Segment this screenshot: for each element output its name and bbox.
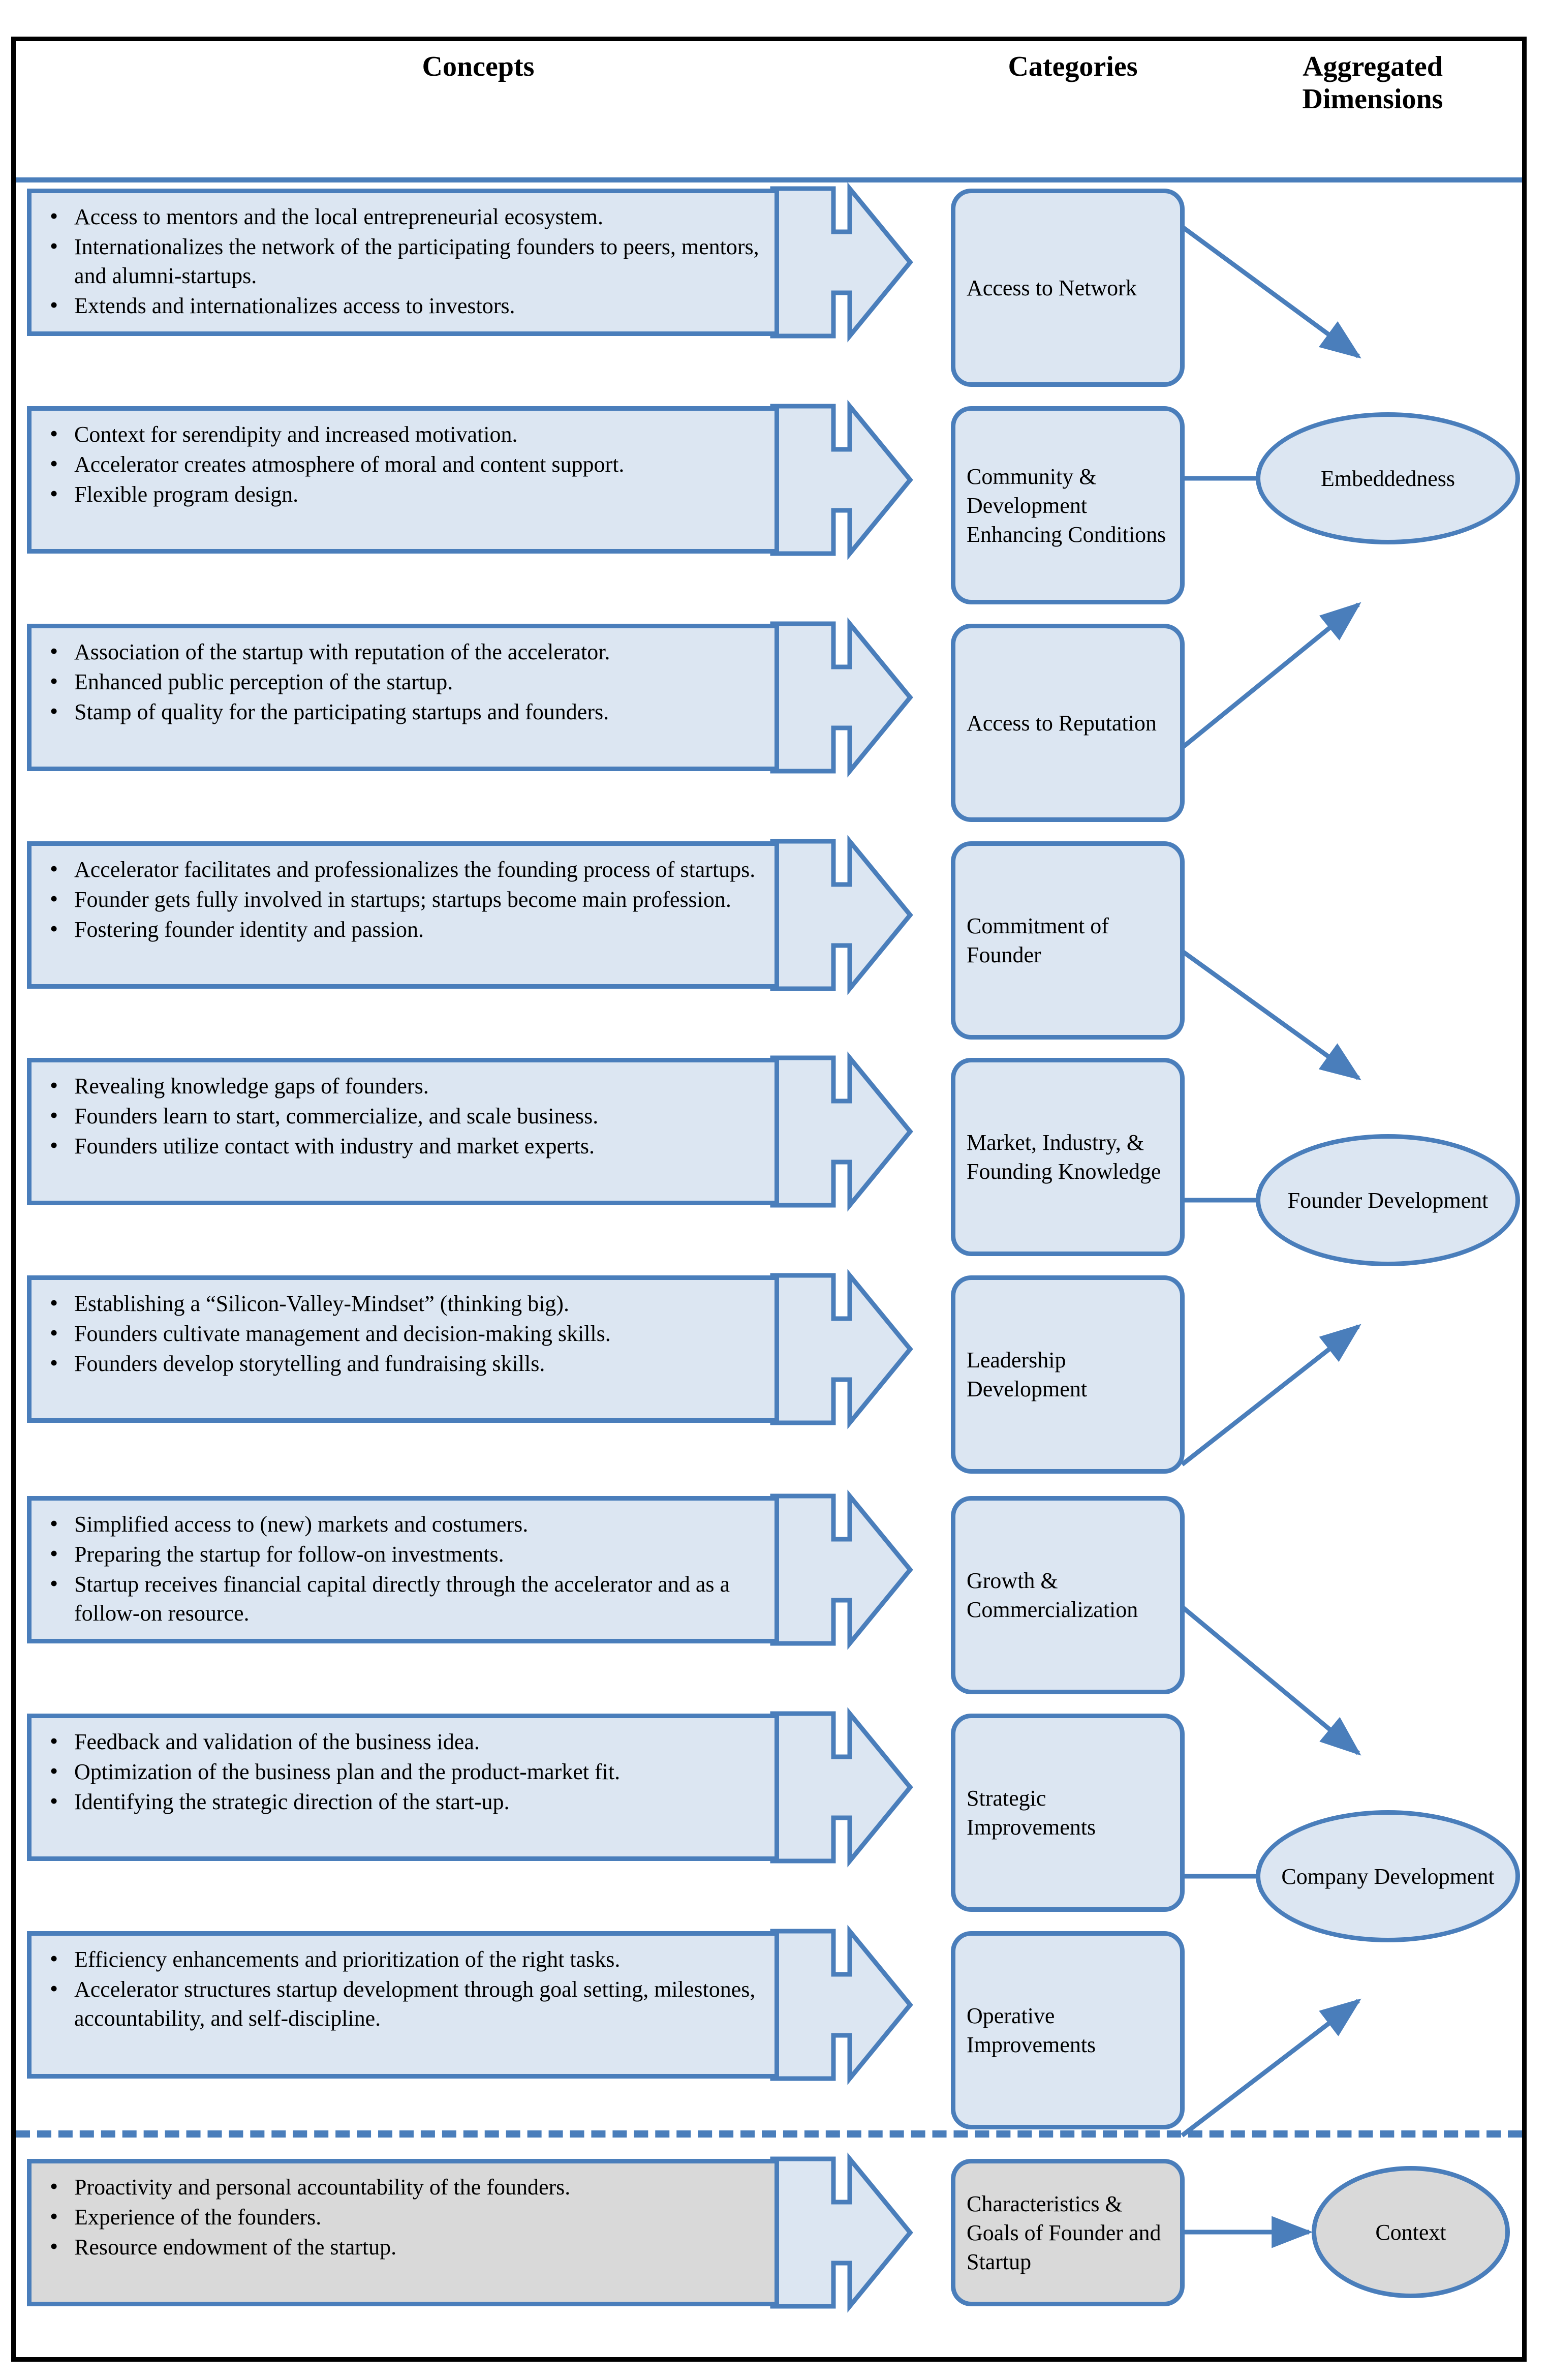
category-label: Operative Improvements [967, 2003, 1096, 2057]
dimension-ellipse-embeddedness [1256, 412, 1520, 544]
diagram-frame [11, 37, 1527, 2362]
concept-list [45, 1510, 761, 1628]
dimension-ellipse-founder-development [1256, 1134, 1520, 1266]
concept-item: • Experience of the founders. [45, 2203, 761, 2232]
concept-item: • Internationalizes the network of the participating founders to peers, mentors, and alumni-startups. [45, 232, 761, 290]
concept-list [45, 1289, 761, 1378]
concept-box-commitment-of-founder [27, 841, 779, 989]
concept-item: • Founders cultivate management and decision-making skills. [45, 1319, 761, 1348]
concept-box-market-industry-founding-knowledge [27, 1058, 779, 1205]
concept-item: • Founders develop storytelling and fundraising skills. [45, 1349, 761, 1378]
category-box-leadership-development [951, 1275, 1185, 1474]
concept-list [45, 1727, 761, 1816]
category-label: Access to Reputation [967, 710, 1157, 736]
concept-list [45, 420, 761, 509]
concept-item: • Establishing a “Silicon-Valley-Mindset” (thinking big). [45, 1289, 761, 1318]
category-box-growth-commercialization [951, 1496, 1185, 1694]
chevron-arrow-1 [772, 189, 910, 336]
concept-box-characteristics-goals-of-founder-and-startup [27, 2159, 779, 2306]
concept-item: • Simplified access to (new) markets and costumers. [45, 1510, 761, 1539]
connector-reputation-to-embeddedness [1182, 604, 1358, 748]
category-label: Characteristics & Goals of Founder and Startup [967, 2191, 1161, 2274]
chevron-arrow-2 [772, 406, 910, 554]
category-box-access-to-reputation [951, 624, 1185, 822]
concept-box-access-to-network [27, 189, 779, 336]
chevron-arrow-9 [772, 1931, 910, 2079]
category-box-characteristics-goals-of-founder-and-startup [951, 2159, 1185, 2306]
category-box-commitment-of-founder [951, 841, 1185, 1040]
concept-list [45, 1945, 761, 2033]
concept-list [45, 637, 761, 726]
aggregated-dimensions-line-2: Dimensions [1302, 83, 1443, 115]
chevron-arrow-5 [772, 1058, 910, 1205]
category-box-strategic-improvements [951, 1714, 1185, 1912]
concept-item: • Optimization of the business plan and the product-market fit. [45, 1757, 761, 1786]
concept-list [45, 2173, 761, 2262]
category-label: Commitment of Founder [967, 913, 1109, 967]
concept-item: • Accelerator creates atmosphere of moral and content support. [45, 450, 761, 479]
concept-item: • Identifying the strategic direction of the start-up. [45, 1787, 761, 1816]
aggregated-dimensions-line-1: Aggregated [1303, 51, 1443, 82]
category-label: Leadership Development [967, 1348, 1088, 1401]
category-box-market-industry-founding-knowledge [951, 1058, 1185, 1256]
column-header-categories: Categories [1008, 51, 1138, 82]
concept-item: • Accelerator facilitates and professionalizes the founding process of startups. [45, 855, 761, 884]
chevron-arrow-10 [772, 2159, 910, 2306]
concept-item: • Feedback and validation of the business idea. [45, 1727, 761, 1756]
chevron-arrow-6 [772, 1275, 910, 1423]
category-label: Community & Development Enhancing Conditions [967, 464, 1166, 547]
concept-item: • Fostering founder identity and passion. [45, 915, 761, 944]
dimension-ellipse-context [1312, 2166, 1510, 2298]
concept-item: • Flexible program design. [45, 480, 761, 509]
dimension-label: Embeddedness [1321, 466, 1455, 491]
concept-box-leadership-development [27, 1275, 779, 1423]
concept-list [45, 855, 761, 944]
concept-item: • Enhanced public perception of the startup. [45, 667, 761, 696]
concept-box-growth-commercialization [27, 1496, 779, 1643]
concept-list [45, 1072, 761, 1161]
concept-item: • Revealing knowledge gaps of founders. [45, 1072, 761, 1101]
category-label: Strategic Improvements [967, 1786, 1096, 1840]
concept-item: • Resource endowment of the startup. [45, 2233, 761, 2262]
concept-item: • Preparing the startup for follow-on investments. [45, 1540, 761, 1569]
concept-item: • Accelerator structures startup development through goal setting, milestones, accountability, and self-discipline. [45, 1975, 761, 2033]
concept-box-access-to-reputation [27, 624, 779, 771]
category-box-community-development-enhancing-conditions [951, 406, 1185, 604]
connector-access-to-network-to-embeddedness [1182, 227, 1358, 356]
concept-item: • Startup receives financial capital directly through the accelerator and as a follow-on resource. [45, 1570, 761, 1628]
concept-item: • Access to mentors and the local entrepreneurial ecosystem. [45, 202, 761, 231]
context-section-separator [16, 2130, 1522, 2138]
connector-leadership-to-founder-development [1182, 1326, 1358, 1464]
dimension-label: Founder Development [1287, 1187, 1489, 1213]
concept-item: • Extends and internationalizes access to investors. [45, 291, 761, 320]
concept-item: • Founders learn to start, commercialize, and scale business. [45, 1102, 761, 1131]
concept-item: • Stamp of quality for the participating startups and founders. [45, 697, 761, 726]
chevron-arrow-3 [772, 624, 910, 771]
category-box-access-to-network [951, 189, 1185, 387]
chevron-arrow-8 [772, 1714, 910, 1861]
dimension-ellipse-company-development [1256, 1810, 1520, 1942]
connector-commitment-to-founder-development [1182, 951, 1358, 1078]
concept-item: • Efficiency enhancements and prioritization of the right tasks. [45, 1945, 761, 1974]
concept-item: • Association of the startup with reputation of the accelerator. [45, 637, 761, 666]
connector-operative-to-company-development [1182, 2001, 1358, 2135]
category-box-operative-improvements [951, 1931, 1185, 2129]
concept-box-strategic-improvements [27, 1714, 779, 1861]
category-label: Market, Industry, & Founding Knowledge [967, 1130, 1161, 1184]
concept-item: • Founders utilize contact with industry and market experts. [45, 1132, 761, 1161]
category-label: Growth & Commercialization [967, 1568, 1138, 1622]
dimension-label: Context [1375, 2219, 1446, 2245]
dimension-label: Company Development [1281, 1864, 1495, 1889]
concept-list [45, 202, 761, 320]
chevron-arrow-4 [772, 841, 910, 989]
concept-box-operative-improvements [27, 1931, 779, 2079]
concept-box-community-development-enhancing-conditions [27, 406, 779, 554]
chevron-arrow-7 [772, 1496, 910, 1643]
category-label: Access to Network [967, 275, 1137, 300]
connector-growth-to-company-development [1182, 1607, 1358, 1753]
header-divider-rule [16, 177, 1522, 182]
concept-item: • Founder gets fully involved in startups; startups become main profession. [45, 885, 761, 914]
concept-item: • Proactivity and personal accountability of the founders. [45, 2173, 761, 2202]
column-header-aggregated-dimensions [1230, 50, 1515, 115]
concept-item: • Context for serendipity and increased motivation. [45, 420, 761, 449]
column-header-concepts: Concepts [422, 51, 535, 82]
